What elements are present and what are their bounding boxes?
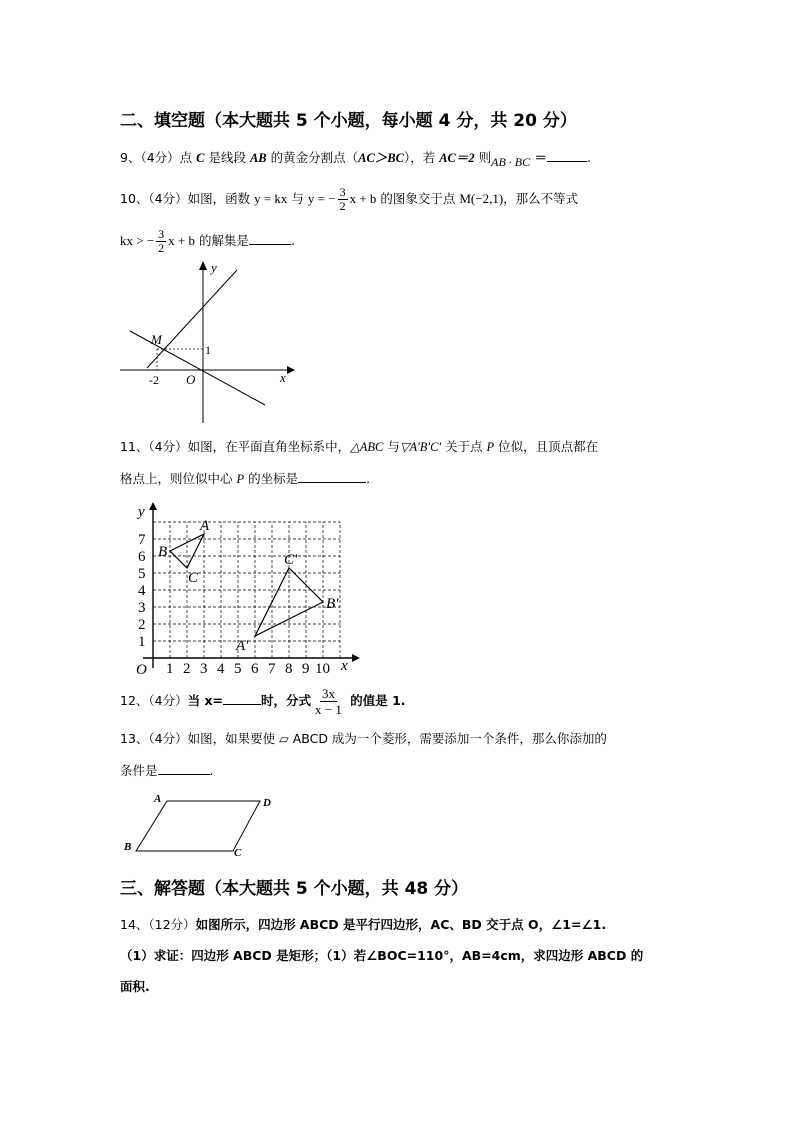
line-y-kx <box>147 270 237 368</box>
question-number: 10、 <box>120 191 149 206</box>
q9-segment-ab: AB <box>249 151 267 165</box>
answer-blank[interactable] <box>298 471 366 483</box>
y-tick-1: 1 <box>205 343 211 357</box>
section-title-solutions: 三、解答题（本大题共 5 个小题，共 48 分） <box>120 879 469 899</box>
x-axis-arrow <box>352 654 360 662</box>
x-tick-label: 9 <box>302 661 310 677</box>
q12-fraction <box>313 686 344 717</box>
question-11 <box>120 437 598 455</box>
parallelogram-symbol: ▱ <box>279 731 289 746</box>
question-number: 13、 <box>120 731 149 746</box>
q11-text: 的坐标是 <box>244 471 299 486</box>
point-m-label: M <box>151 332 162 347</box>
x-axis-arrow <box>287 366 295 374</box>
q10-text: 如图，函数 <box>187 191 255 206</box>
section-title-fill-blank: 二、填空题（本大题共 5 个小题，每小题 4 分，共 20 分） <box>120 111 577 131</box>
q12-text: 的值是 1. <box>345 693 406 708</box>
q10-text: 与 <box>287 191 308 206</box>
q9-text: 是线段 <box>204 150 250 165</box>
q12-text: 时，分式 <box>261 693 312 708</box>
fraction-numerator: 3x <box>321 686 335 701</box>
point-b-prime-label: B' <box>326 596 339 612</box>
y-tick-label: 3 <box>138 600 146 616</box>
point-a-prime-label: A' <box>236 638 249 654</box>
origin-label: O <box>136 662 147 678</box>
question-number: 11、 <box>120 439 149 454</box>
y-axis-arrow <box>149 502 157 510</box>
y-tick-label: 6 <box>138 549 146 565</box>
fraction-denominator: x − 1 <box>315 702 342 717</box>
answer-blank[interactable] <box>547 150 587 162</box>
q9-condition: AC＞BC <box>358 151 404 165</box>
fraction-denominator: 2 <box>158 241 165 255</box>
parallelogram-figure <box>118 790 288 860</box>
y-tick-label: 4 <box>138 583 146 599</box>
y-tick-label: 2 <box>138 617 146 633</box>
q9-equals: ＝ <box>530 150 547 165</box>
x-tick-label: 5 <box>234 661 242 677</box>
y-axis-arrow <box>199 261 207 270</box>
y-axis-label: y <box>211 260 217 275</box>
vertex-b-label: B <box>124 841 132 853</box>
coordinate-grid <box>126 498 366 678</box>
question-10 <box>120 186 578 213</box>
q9-period: . <box>586 150 591 165</box>
q9-point-c: C <box>196 151 205 165</box>
x-axis-label: x <box>280 370 286 385</box>
question-score: （4分） <box>148 731 188 746</box>
x-tick-label: 8 <box>285 661 293 677</box>
origin-label: O <box>186 372 196 387</box>
vertex-c-label: C <box>234 847 242 859</box>
question-14 <box>120 915 606 933</box>
point-c-label: C <box>188 570 199 586</box>
q10-text: 的图象交于点 <box>376 191 460 206</box>
q9-text: 点 <box>179 150 197 165</box>
q11-text: 关于点 <box>441 439 487 454</box>
q10-function-2-part: x + b <box>349 191 377 206</box>
fraction-denominator: 2 <box>339 199 346 213</box>
question-number: 14、 <box>120 917 149 932</box>
q11-text: 如图，在平面直角坐标系中， <box>187 439 351 454</box>
question-score: （4分） <box>148 191 188 206</box>
parallelogram-abcd <box>136 801 260 851</box>
question-13-line-2 <box>120 761 214 779</box>
question-12 <box>120 686 406 717</box>
q9-text: 的黄金分割点（ <box>266 150 359 165</box>
q9-text: 则 <box>474 150 492 165</box>
question-14-line-3: 面积. <box>120 979 150 994</box>
x-tick-label: 1 <box>166 661 174 677</box>
y-tick-labels <box>138 532 146 650</box>
answer-blank[interactable] <box>249 233 291 245</box>
question-number: 9、 <box>120 150 141 165</box>
q9-ac-value: AC＝2 <box>439 151 475 165</box>
point-b-label: B <box>158 544 168 560</box>
function-graph <box>115 258 295 428</box>
x-tick-neg2: -2 <box>149 373 159 387</box>
x-tick-label: 6 <box>251 661 259 677</box>
answer-blank[interactable] <box>223 693 261 705</box>
q11-text: 位似，且顶点都在 <box>494 439 599 454</box>
q9-text: ），若 <box>403 150 440 165</box>
x-axis-label: x <box>341 658 348 674</box>
question-9 <box>120 148 591 169</box>
q13-text: 如图，如果要使 <box>187 731 280 746</box>
q10-function-2-part: y = − <box>307 191 336 206</box>
q12-text: 当 x= <box>187 693 223 708</box>
vertex-d-label: D <box>263 797 271 809</box>
fraction-numerator: 3 <box>158 227 165 241</box>
q10-fraction <box>338 186 348 213</box>
q10-period: . <box>291 233 295 248</box>
q9-expression: AB · BC <box>491 155 531 169</box>
q11-text: 格点上，则位似中心 <box>120 471 237 486</box>
question-10-line-2 <box>120 228 295 255</box>
q10-inequality-part: x + b <box>168 233 196 248</box>
point-c-prime-label: C' <box>284 552 298 568</box>
x-tick-label: 2 <box>183 661 191 677</box>
q11-triangle-abc: △ABC <box>350 440 384 454</box>
q11-text: 与 <box>383 439 400 454</box>
x-tick-label: 7 <box>268 661 276 677</box>
y-tick-label: 7 <box>138 532 146 548</box>
question-score: （4分） <box>148 439 188 454</box>
vertex-a-label: A <box>154 793 162 805</box>
x-tick-label: 3 <box>200 661 208 677</box>
fraction-numerator: 3 <box>339 185 346 199</box>
question-11-line-2 <box>120 469 370 487</box>
question-score: （4分） <box>148 693 188 708</box>
q10-point-m: M(−2,1) <box>459 191 504 206</box>
q11-point-p: P <box>236 472 245 486</box>
q10-text: ，那么不等式 <box>503 191 579 206</box>
x-tick-labels <box>166 661 330 677</box>
q13-text: ABCD 成为一个菱形，需要添加一个条件，那么你添加的 <box>288 731 607 746</box>
q14-text: 如图所示，四边形 ABCD 是平行四边形，AC、BD 交于点 O，∠1=∠1. <box>195 917 607 932</box>
question-score: （12分） <box>148 917 196 932</box>
q10-inequality-part: kx > − <box>120 233 155 248</box>
question-14-line-2: （1）求证：四边形 ABCD 是矩形；（1）若∠BOC=110°，AB=4cm，求四边形 ABCD 的 <box>120 948 644 963</box>
q11-triangle-abc-prime: ▽A'B'C' <box>399 440 442 454</box>
q13-period: . <box>209 763 214 778</box>
q10-fraction <box>156 228 166 255</box>
q10-text: 的解集是 <box>195 233 249 248</box>
y-tick-label: 1 <box>138 634 146 650</box>
point-a-label: A <box>200 518 210 534</box>
question-number: 12、 <box>120 693 149 708</box>
x-tick-label: 10 <box>315 661 330 677</box>
question-score: （4分） <box>140 150 180 165</box>
x-tick-label: 4 <box>217 661 225 677</box>
q11-point-p: P <box>486 440 495 454</box>
q13-text: 条件是 <box>120 763 158 778</box>
y-tick-label: 5 <box>138 566 146 582</box>
question-13 <box>120 729 607 747</box>
q10-function-1: y = kx <box>254 191 288 206</box>
q11-period: . <box>366 471 371 486</box>
y-axis-label: y <box>138 504 145 520</box>
answer-blank[interactable] <box>158 763 210 775</box>
